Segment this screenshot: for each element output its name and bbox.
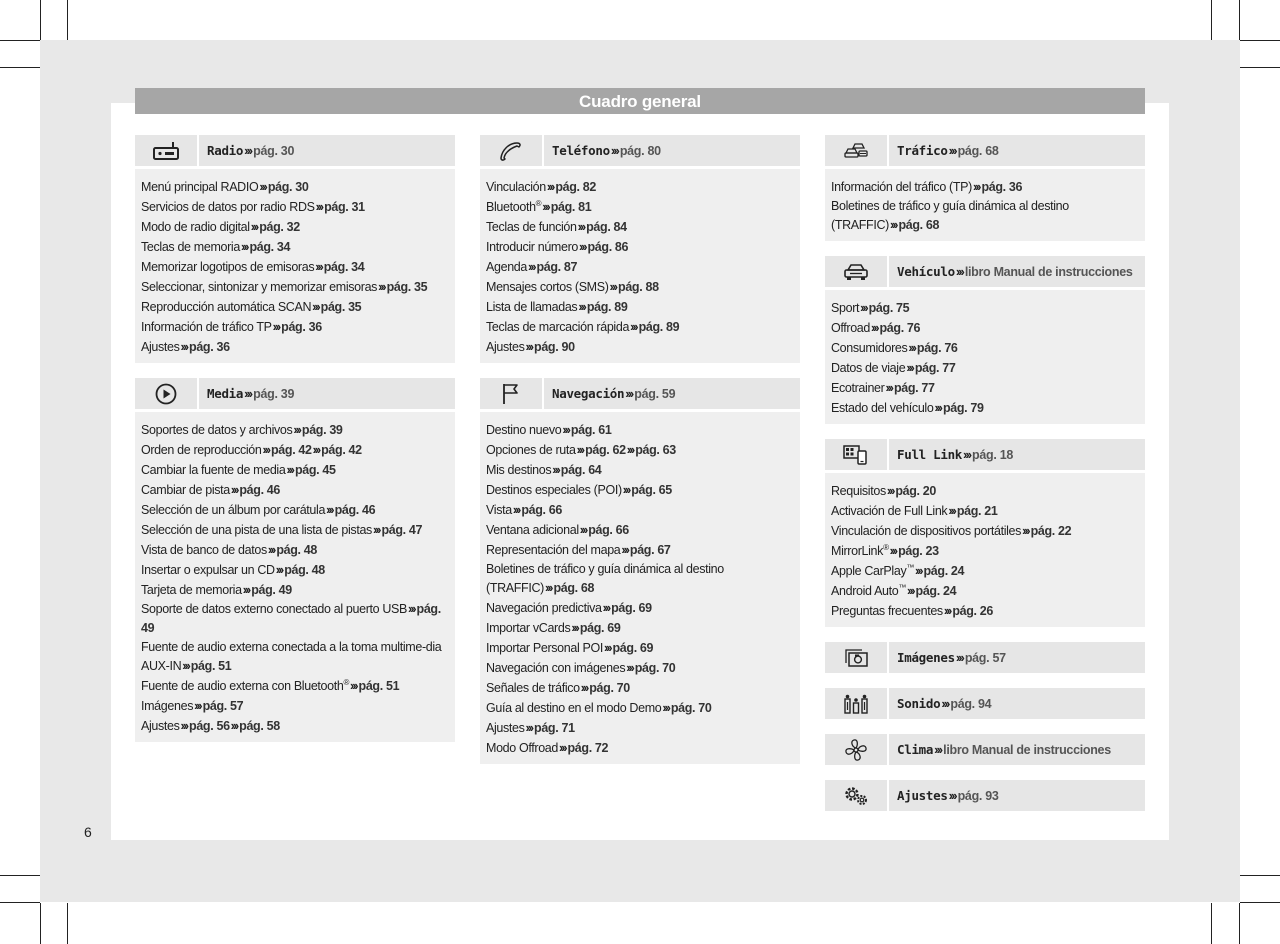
page-reference[interactable]: pág. 49	[141, 602, 441, 635]
arrow-icon: ›››	[244, 386, 252, 401]
page-reference[interactable]: pág. 77	[914, 361, 956, 375]
section-ajustes	[825, 780, 1145, 811]
list-item[interactable]: Destinos especiales (POI)››› pág. 65	[486, 483, 672, 497]
list-item[interactable]: Teclas de función››› pág. 84	[486, 220, 627, 234]
list-item[interactable]: Navegación predictiva››› pág. 69	[486, 601, 652, 615]
list-item[interactable]: Opciones de ruta››› pág. 62››› pág. 63	[486, 443, 676, 457]
column-middle	[480, 135, 800, 779]
list-item[interactable]: Seleccionar, sintonizar y memorizar emisoras››› pág. 35	[141, 280, 428, 294]
list-item[interactable]: Requisitos››› pág. 20	[831, 484, 936, 498]
arrow-icon: ›››	[948, 504, 955, 518]
list-item[interactable]: Boletines de tráfico y guía dinámica al destino (TRAFFIC)››› pág. 68	[486, 562, 724, 595]
arrow-icon: ›››	[525, 340, 533, 354]
section-page-link[interactable]: pág. 93	[957, 789, 999, 803]
list-item[interactable]: Vista de banco de datos››› pág. 48	[141, 543, 317, 557]
arrow-icon: ›››	[544, 580, 552, 595]
section-items	[135, 169, 455, 363]
list-item[interactable]: Navegación con imágenes››› pág. 70	[486, 661, 676, 675]
radio-icon	[135, 135, 199, 166]
section-page-link[interactable]: pág. 57	[964, 651, 1006, 665]
list-item[interactable]: Cambiar la fuente de media››› pág. 45	[141, 463, 336, 477]
arrow-icon: ›››	[194, 699, 201, 713]
page-reference[interactable]: pág. 24	[915, 584, 957, 598]
page-reference[interactable]: pág. 69	[612, 641, 654, 655]
arrow-icon: ›››	[240, 240, 248, 254]
section-trafico	[825, 135, 1145, 241]
arrow-icon: ›››	[372, 523, 380, 537]
list-item[interactable]: Vinculación de dispositivos portátiles››› pág. 22	[831, 524, 1072, 538]
list-item[interactable]: Información de tráfico TP››› pág. 36	[141, 320, 322, 334]
page-reference[interactable]: pág. 26	[952, 604, 993, 618]
arrow-icon: ›››	[180, 340, 188, 354]
page-reference[interactable]: pág. 87	[536, 260, 578, 274]
arrow-icon: ›››	[272, 320, 280, 334]
list-item[interactable]: Mensajes cortos (SMS)››› pág. 88	[486, 280, 659, 294]
arrow-icon: ›››	[886, 484, 894, 498]
section-header	[825, 688, 1145, 719]
page-reference[interactable]: pág. 70	[634, 661, 676, 675]
arrow-icon: ›››	[860, 301, 867, 315]
section-header-text	[889, 264, 1133, 279]
arrow-icon: ›››	[552, 463, 559, 477]
traffic-icon	[825, 135, 889, 166]
section-imagenes	[825, 642, 1145, 673]
section-header	[825, 642, 1145, 673]
arrow-icon: ›››	[180, 719, 188, 733]
page-reference[interactable]: pág. 57	[202, 699, 244, 713]
section-title: Ajustes	[897, 788, 948, 803]
page-reference[interactable]: pág. 24	[923, 564, 965, 578]
page-reference[interactable]: pág. 48	[284, 563, 325, 577]
fan-icon	[825, 734, 889, 765]
list-item[interactable]: Estado del vehículo››› pág. 79	[831, 401, 984, 415]
section-full-link	[825, 439, 1145, 627]
section-page-link[interactable]: libro Manual de instrucciones	[943, 743, 1111, 757]
list-item[interactable]: Consumidores››› pág. 76	[831, 341, 958, 355]
arrow-icon: ›››	[579, 523, 587, 537]
arrow-icon: ›››	[259, 180, 266, 194]
list-item[interactable]: Soportes de datos y archivos››› pág. 39	[141, 423, 343, 437]
list-item[interactable]: Vinculación››› pág. 82	[486, 180, 596, 194]
arrow-icon: ›››	[525, 721, 533, 735]
page-reference[interactable]: pág. 47	[381, 523, 423, 537]
page-reference[interactable]: pág. 81	[550, 200, 592, 214]
arrow-icon: ›››	[610, 143, 618, 158]
arrow-icon: ›››	[934, 401, 941, 415]
page-reference[interactable]: pág. 48	[276, 543, 317, 557]
page-reference[interactable]: pág. 58	[239, 719, 280, 733]
page-reference[interactable]: pág. 66	[521, 503, 562, 517]
arrow-icon: ›››	[871, 321, 878, 335]
section-header-text	[199, 143, 294, 158]
arrow-icon: ›››	[908, 341, 915, 355]
section-items	[480, 169, 800, 363]
page-reference[interactable]: pág. 34	[323, 260, 365, 274]
list-item[interactable]: Imágenes››› pág. 57	[141, 699, 244, 713]
section-items	[825, 169, 1145, 241]
arrow-icon: ›››	[350, 679, 357, 693]
arrow-icon: ›››	[626, 443, 634, 457]
arrow-icon: ›››	[943, 604, 951, 618]
page-reference[interactable]: pág. 46	[334, 503, 376, 517]
page-reference[interactable]: pág. 84	[586, 220, 627, 234]
gears-icon	[825, 780, 889, 811]
list-item[interactable]: Fuente de audio externa con Bluetooth®››› pág. 51	[141, 677, 400, 693]
page-reference[interactable]: pág. 79	[942, 401, 984, 415]
page-reference[interactable]: pág. 51	[358, 679, 400, 693]
list-item[interactable]: Android Auto™››› pág. 24	[831, 582, 957, 598]
list-item[interactable]: Agenda››› pág. 87	[486, 260, 578, 274]
section-navegacion	[480, 378, 800, 764]
arrow-icon: ›››	[579, 240, 586, 254]
section-title: Radio	[207, 143, 244, 158]
arrow-icon: ›››	[559, 741, 566, 755]
page-reference[interactable]: pág. 77	[893, 381, 935, 395]
page-reference[interactable]: pág. 63	[635, 443, 676, 457]
arrow-icon: ›››	[242, 583, 250, 597]
section-header-text	[199, 386, 294, 401]
section-page-link[interactable]: pág. 18	[972, 448, 1014, 462]
page-reference[interactable]: pág. 42	[271, 443, 312, 457]
section-title: Clima	[897, 742, 934, 757]
list-item[interactable]: Vista››› pág. 66	[486, 503, 562, 517]
list-item[interactable]: Menú principal RADIO››› pág. 30	[141, 180, 309, 194]
section-header-text	[544, 386, 675, 401]
list-item[interactable]: Mis destinos››› pág. 64	[486, 463, 602, 477]
arrow-icon: ›››	[578, 300, 585, 314]
list-item[interactable]: Teclas de memoria››› pág. 34	[141, 240, 291, 254]
arrow-icon: ›››	[609, 280, 617, 294]
section-items	[825, 473, 1145, 627]
list-item[interactable]: Importar vCards››› pág. 69	[486, 621, 621, 635]
arrow-icon: ›››	[293, 423, 300, 437]
section-page-link[interactable]: pág. 39	[253, 387, 295, 401]
list-item[interactable]: Datos de viaje››› pág. 77	[831, 361, 956, 375]
list-item[interactable]: Ajustes››› pág. 56››› pág. 58	[141, 719, 280, 733]
arrow-icon: ›››	[262, 443, 270, 457]
list-item[interactable]: Teclas de marcación rápida››› pág. 89	[486, 320, 680, 334]
arrow-icon: ›››	[948, 788, 956, 803]
list-item[interactable]: Introducir número››› pág. 86	[486, 240, 629, 254]
page-reference[interactable]: pág. 75	[868, 301, 910, 315]
arrow-icon: ›››	[907, 584, 914, 598]
list-item[interactable]: Destino nuevo››› pág. 61	[486, 423, 612, 437]
arrow-icon: ›››	[542, 200, 549, 214]
arrow-icon: ›››	[378, 280, 385, 294]
arrow-icon: ›››	[622, 483, 630, 497]
section-title: Full Link	[897, 447, 963, 462]
arrow-icon: ›››	[230, 719, 238, 733]
page-reference[interactable]: pág. 62	[585, 443, 626, 457]
arrow-icon: ›››	[602, 601, 610, 615]
arrow-icon: ›››	[315, 200, 323, 214]
arrow-icon: ›››	[626, 661, 633, 675]
arrow-icon: ›››	[948, 143, 956, 158]
arrow-icon: ›››	[972, 180, 980, 194]
section-radio	[135, 135, 455, 363]
list-item[interactable]: Apple CarPlay™››› pág. 24	[831, 562, 965, 578]
page-reference[interactable]: pág. 68	[553, 580, 595, 595]
section-header	[825, 256, 1145, 287]
list-item[interactable]: Memorizar logotipos de emisoras››› pág. 34	[141, 260, 365, 274]
list-item[interactable]: Ventana adicional››› pág. 66	[486, 523, 629, 537]
section-header-text	[889, 447, 1013, 462]
list-item[interactable]: Orden de reproducción››› pág. 42››› pág. 42	[141, 443, 362, 457]
list-item[interactable]: Ecotrainer››› pág. 77	[831, 381, 935, 395]
section-items	[480, 412, 800, 764]
flag-icon	[480, 378, 544, 409]
list-item[interactable]: Guía al destino en el modo Demo››› pág. 70	[486, 701, 712, 715]
section-page-link[interactable]: pág. 59	[634, 387, 676, 401]
page-reference[interactable]: pág. 51	[190, 658, 232, 673]
section-header-text	[889, 742, 1111, 757]
arrow-icon: ›››	[250, 220, 258, 234]
list-item[interactable]: Ajustes››› pág. 36	[141, 340, 230, 354]
section-header	[135, 135, 455, 166]
page-reference[interactable]: pág. 30	[267, 180, 309, 194]
arrow-icon: ›››	[889, 544, 897, 558]
arrow-icon: ›››	[244, 143, 252, 158]
section-telefono	[480, 135, 800, 363]
section-title: Vehículo	[897, 264, 955, 279]
arrow-icon: ›››	[571, 621, 578, 635]
page-reference[interactable]: pág. 56	[189, 719, 230, 733]
page-reference[interactable]: pág. 70	[589, 681, 630, 695]
section-header	[480, 378, 800, 409]
page-reference[interactable]: pág. 49	[251, 583, 292, 597]
page-title: Cuadro general	[135, 88, 1145, 114]
arrow-icon: ›››	[275, 563, 283, 577]
arrow-icon: ›››	[528, 260, 535, 274]
page-number: 6	[84, 824, 92, 840]
section-header	[480, 135, 800, 166]
page-reference[interactable]: pág. 36	[189, 340, 230, 354]
page-reference[interactable]: pág. 32	[259, 220, 300, 234]
page-reference[interactable]: pág. 20	[895, 484, 936, 498]
phone-icon	[480, 135, 544, 166]
section-media	[135, 378, 455, 742]
page-reference[interactable]: pág. 23	[898, 544, 939, 558]
list-item[interactable]: Servicios de datos por radio RDS››› pág. 31	[141, 200, 365, 214]
section-page-link[interactable]: pág. 80	[619, 144, 661, 158]
section-header-text	[889, 143, 999, 158]
section-page-link[interactable]: libro Manual de instrucciones	[964, 265, 1133, 279]
section-items	[135, 412, 455, 742]
list-item[interactable]: Ajustes››› pág. 71	[486, 721, 575, 735]
page-reference[interactable]: pág. 82	[555, 180, 596, 194]
section-header	[825, 439, 1145, 470]
arrow-icon: ›››	[621, 543, 628, 557]
page-reference[interactable]: pág. 22	[1030, 524, 1072, 538]
list-item[interactable]: Sport››› pág. 75	[831, 301, 910, 315]
page-reference[interactable]: pág. 35	[386, 280, 428, 294]
section-page-link[interactable]: pág. 30	[253, 144, 295, 158]
section-page-link[interactable]: pág. 94	[950, 697, 992, 711]
arrow-icon: ›››	[326, 503, 333, 517]
section-page-link[interactable]: pág. 68	[957, 144, 999, 158]
list-item[interactable]: Fuente de audio externa conectada a la toma multime-dia AUX-IN››› pág. 51	[141, 640, 442, 673]
list-item[interactable]: Lista de llamadas››› pág. 89	[486, 300, 628, 314]
arrow-icon: ›››	[580, 681, 588, 695]
list-item[interactable]: Soporte de datos externo conectado al puerto USB››› pág. 49	[141, 602, 441, 635]
play-icon	[135, 378, 199, 409]
list-item[interactable]: Reproducción automática SCAN››› pág. 35	[141, 300, 362, 314]
page-reference[interactable]: pág. 31	[324, 200, 365, 214]
page-reference[interactable]: pág. 68	[898, 217, 940, 232]
arrow-icon: ›››	[312, 443, 320, 457]
arrow-icon: ›››	[286, 463, 293, 477]
list-item[interactable]: Selección de un álbum por carátula››› pág. 46	[141, 503, 376, 517]
sound-icon	[825, 688, 889, 719]
section-vehiculo	[825, 256, 1145, 424]
arrow-icon: ›››	[315, 260, 322, 274]
page-reference[interactable]: pág. 35	[320, 300, 362, 314]
section-title: Sonido	[897, 696, 941, 711]
page-reference[interactable]: pág. 88	[618, 280, 659, 294]
arrow-icon: ›››	[1022, 524, 1029, 538]
list-item[interactable]: Ajustes››› pág. 90	[486, 340, 575, 354]
list-item[interactable]: Cambiar de pista››› pág. 46	[141, 483, 281, 497]
full-link-icon	[825, 439, 889, 470]
list-item[interactable]: Activación de Full Link››› pág. 21	[831, 504, 998, 518]
arrow-icon: ›››	[885, 381, 892, 395]
list-item[interactable]: Representación del mapa››› pág. 67	[486, 543, 671, 557]
section-header-text	[889, 788, 999, 803]
section-header-text	[544, 143, 661, 158]
car-icon	[825, 256, 889, 287]
arrow-icon: ›››	[562, 423, 569, 437]
page-reference[interactable]: pág. 89	[586, 300, 628, 314]
arrow-icon: ›››	[630, 320, 637, 334]
page-reference[interactable]: pág. 46	[239, 483, 281, 497]
page-reference[interactable]: pág. 21	[956, 504, 998, 518]
arrow-icon: ›››	[906, 361, 913, 375]
list-item[interactable]: Offroad››› pág. 76	[831, 321, 921, 335]
page-reference[interactable]: pág. 69	[611, 601, 652, 615]
page-reference[interactable]: pág. 61	[570, 423, 612, 437]
list-item[interactable]: Señales de tráfico››› pág. 70	[486, 681, 630, 695]
list-item[interactable]: Importar Personal POI››› pág. 69	[486, 641, 654, 655]
page-reference[interactable]: pág. 65	[631, 483, 672, 497]
section-title: Teléfono	[552, 143, 610, 158]
section-title: Navegación	[552, 386, 625, 401]
arrow-icon: ›››	[963, 447, 971, 462]
arrow-icon: ›››	[604, 641, 611, 655]
section-sonido	[825, 688, 1145, 719]
section-clima	[825, 734, 1145, 765]
list-item[interactable]: MirrorLink®››› pág. 23	[831, 542, 939, 558]
list-item[interactable]: Insertar o expulsar un CD››› pág. 48	[141, 563, 325, 577]
page-reference[interactable]: pág. 70	[670, 701, 712, 715]
arrow-icon: ›››	[662, 701, 669, 715]
list-item[interactable]: Selección de una pista de una lista de pistas››› pág. 47	[141, 523, 423, 537]
arrow-icon: ›››	[546, 180, 554, 194]
arrow-icon: ›››	[512, 503, 520, 517]
page-reference[interactable]: pág. 90	[534, 340, 575, 354]
section-header	[135, 378, 455, 409]
list-item[interactable]: Boletines de tráfico y guía dinámica al destino (TRAFFIC)››› pág. 68	[831, 199, 1069, 232]
list-item[interactable]: Bluetooth®››› pág. 81	[486, 198, 592, 214]
page-reference[interactable]: pág. 86	[587, 240, 629, 254]
arrow-icon: ›››	[267, 543, 275, 557]
page-reference[interactable]: pág. 34	[249, 240, 291, 254]
page-reference[interactable]: pág. 64	[560, 463, 602, 477]
page-reference[interactable]: pág. 71	[534, 721, 575, 735]
arrow-icon: ›››	[230, 483, 238, 497]
section-title: Tráfico	[897, 143, 948, 158]
page-reference[interactable]: pág. 42	[321, 443, 362, 457]
page-reference[interactable]: pág. 76	[916, 341, 958, 355]
arrow-icon: ›››	[182, 658, 189, 673]
list-item[interactable]: Información del tráfico (TP)››› pág. 36	[831, 180, 1023, 194]
list-item[interactable]: Modo de radio digital››› pág. 32	[141, 220, 300, 234]
section-header	[825, 780, 1145, 811]
page-reference[interactable]: pág. 66	[588, 523, 629, 537]
page-reference[interactable]: pág. 76	[879, 321, 921, 335]
column-left	[135, 135, 455, 757]
arrow-icon: ›››	[577, 220, 585, 234]
page-reference[interactable]: pág. 89	[638, 320, 680, 334]
section-items	[825, 290, 1145, 424]
list-item[interactable]: Modo Offroad››› pág. 72	[486, 741, 609, 755]
section-header-text	[889, 696, 991, 711]
page-reference[interactable]: pág. 72	[567, 741, 609, 755]
arrow-icon: ›››	[915, 564, 922, 578]
section-header	[825, 135, 1145, 166]
page-reference[interactable]: pág. 69	[579, 621, 621, 635]
arrow-icon: ›››	[312, 300, 319, 314]
section-title: Media	[207, 386, 244, 401]
list-item[interactable]: Tarjeta de memoria››› pág. 49	[141, 583, 292, 597]
page-reference[interactable]: pág. 45	[294, 463, 336, 477]
arrow-icon: ›››	[889, 217, 897, 232]
section-title: Imágenes	[897, 650, 955, 665]
arrow-icon: ›››	[576, 443, 584, 457]
section-header-text	[889, 650, 1006, 665]
column-right	[825, 135, 1145, 826]
images-icon	[825, 642, 889, 673]
page-reference[interactable]: pág. 67	[629, 543, 671, 557]
section-header	[825, 734, 1145, 765]
arrow-icon: ›››	[955, 264, 963, 279]
page-reference[interactable]: pág. 36	[281, 320, 322, 334]
arrow-icon: ›››	[955, 650, 963, 665]
arrow-icon: ›››	[934, 742, 942, 757]
page-reference[interactable]: pág. 36	[981, 180, 1023, 194]
page-reference[interactable]: pág. 39	[301, 423, 343, 437]
arrow-icon: ›››	[625, 386, 633, 401]
arrow-icon: ›››	[408, 602, 415, 616]
list-item[interactable]: Preguntas frecuentes››› pág. 26	[831, 604, 993, 618]
arrow-icon: ›››	[941, 696, 949, 711]
